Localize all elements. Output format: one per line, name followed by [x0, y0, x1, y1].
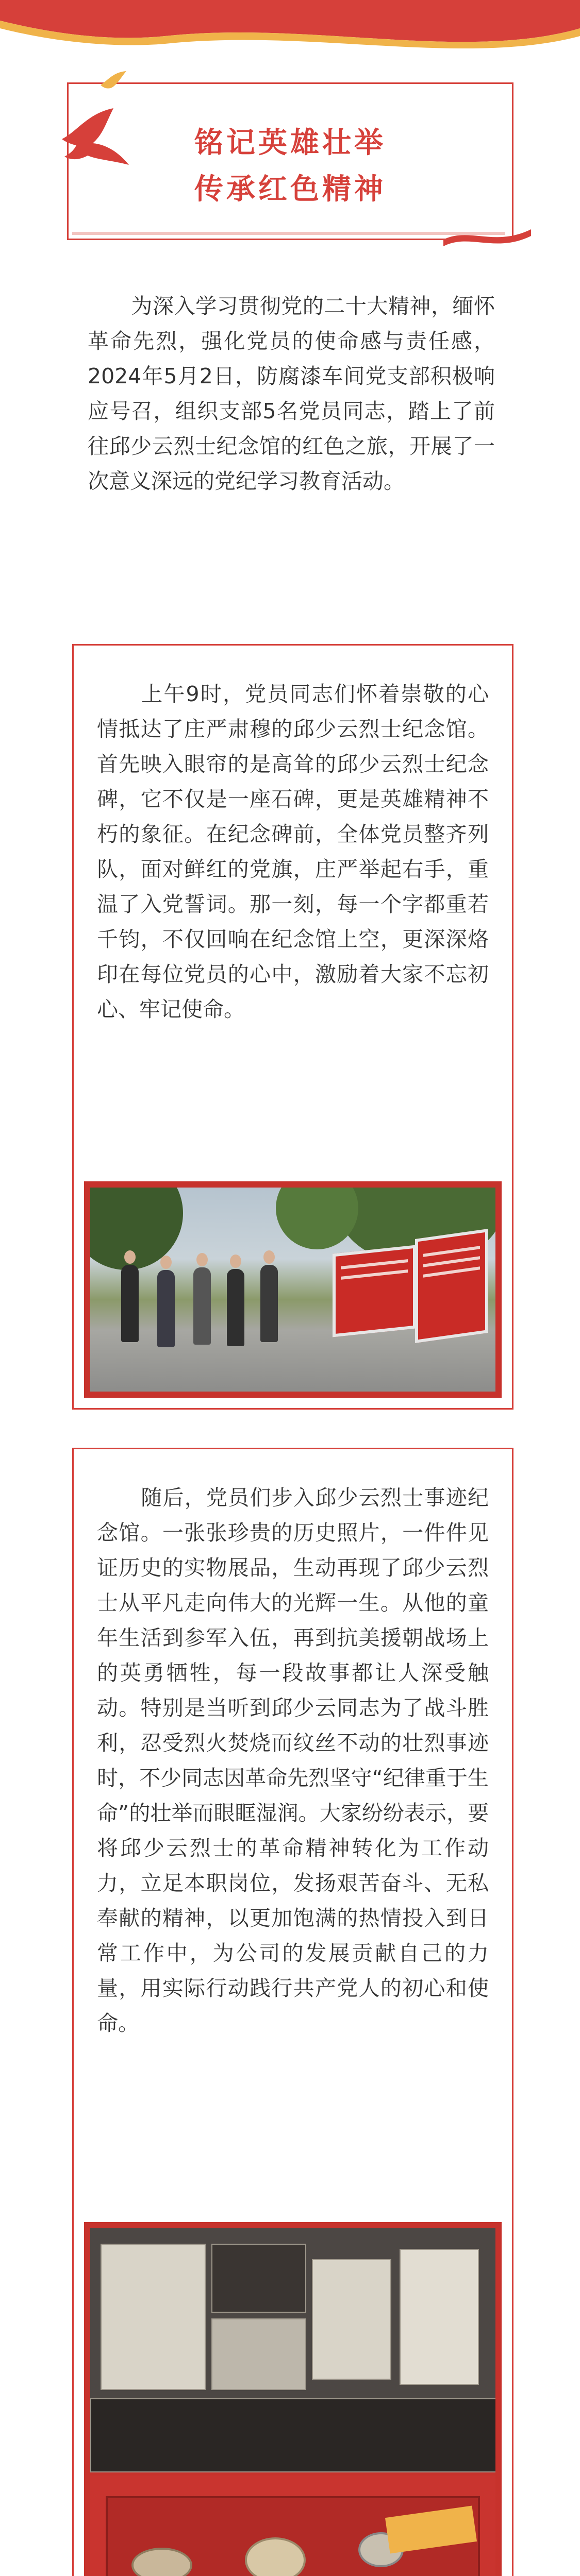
memorial-photo [84, 1181, 502, 1398]
intro-paragraph [88, 289, 495, 499]
section1-text: 上午9时，党员同志们怀着崇敬的心情抵达了庄严肃穆的邱少云烈士纪念馆。首先映入眼帘的是高耸的邱少云烈士纪念碑，它不仅是一座石碑，更是英雄精神不朽的象征。在纪念碑前，全体党员整齐列队，面对鲜红的党旗，庄严举起右手，重温了入党誓词。那一刻，每一个字都重若千钧，不仅回响在纪念馆上空，更深深烙印在每位党员的心中，激励着大家不忘初心、牢记使命。 [97, 682, 489, 1022]
section1-paragraph [97, 676, 489, 1027]
museum-artifacts-image [90, 2476, 495, 2576]
museum-photos [84, 2222, 502, 2576]
memorial-scene-image [90, 1188, 495, 1392]
museum-exhibit-wall-image [90, 2228, 495, 2470]
title-underline [72, 232, 505, 235]
intro-text: 为深入学习贯彻党的二十大精神，缅怀革命先烈，强化党员的使命感与责任感，2024年5月2日，防腐漆车间党支部积极响应号召，组织支部5名党员同志，踏上了前往邱少云烈士纪念馆的红色之旅，开展了一次意义深远的党纪学习教育活动。 [88, 294, 495, 494]
title-line-2: 传承红色精神 [194, 173, 386, 206]
ribbon-decoration [443, 216, 531, 252]
title-line-1: 铭记英雄壮举 [194, 126, 386, 160]
section2-paragraph [97, 1480, 489, 2041]
section-box-1 [72, 644, 513, 1410]
section2-text: 随后，党员们步入邱少云烈士事迹纪念馆。一张张珍贵的历史照片，一件件见证历史的实物展品，生动再现了邱少云烈士从平凡走向伟大的光辉一生。从他的童年生活到参军入伍，再到抗美援朝战场上的英勇牺牲，每一段故事都让人深受触动。特别是当听到邱少云同志为了战斗胜利，忍受烈火焚烧而纹丝不动的壮烈事迹时，不少同志因革命先烈坚守“纪律重于生命”的壮举而眼眶湿润。大家纷纷表示，要将邱少云烈士的革命精神转化为工作动力，立足本职岗位，发扬艰苦奋斗、无私奉献的精神，以更加饱满的热情投入到日常工作中，为公司的发展贡献自己的力量，用实际行动践行共产党人的初心和使命。 [97, 1485, 489, 2036]
small-dove-icon [98, 67, 129, 98]
museum-scene-image [90, 2228, 495, 2576]
banner-wave-decoration [0, 0, 580, 62]
dove-icon [57, 103, 134, 180]
section-box-2 [72, 1448, 513, 2576]
